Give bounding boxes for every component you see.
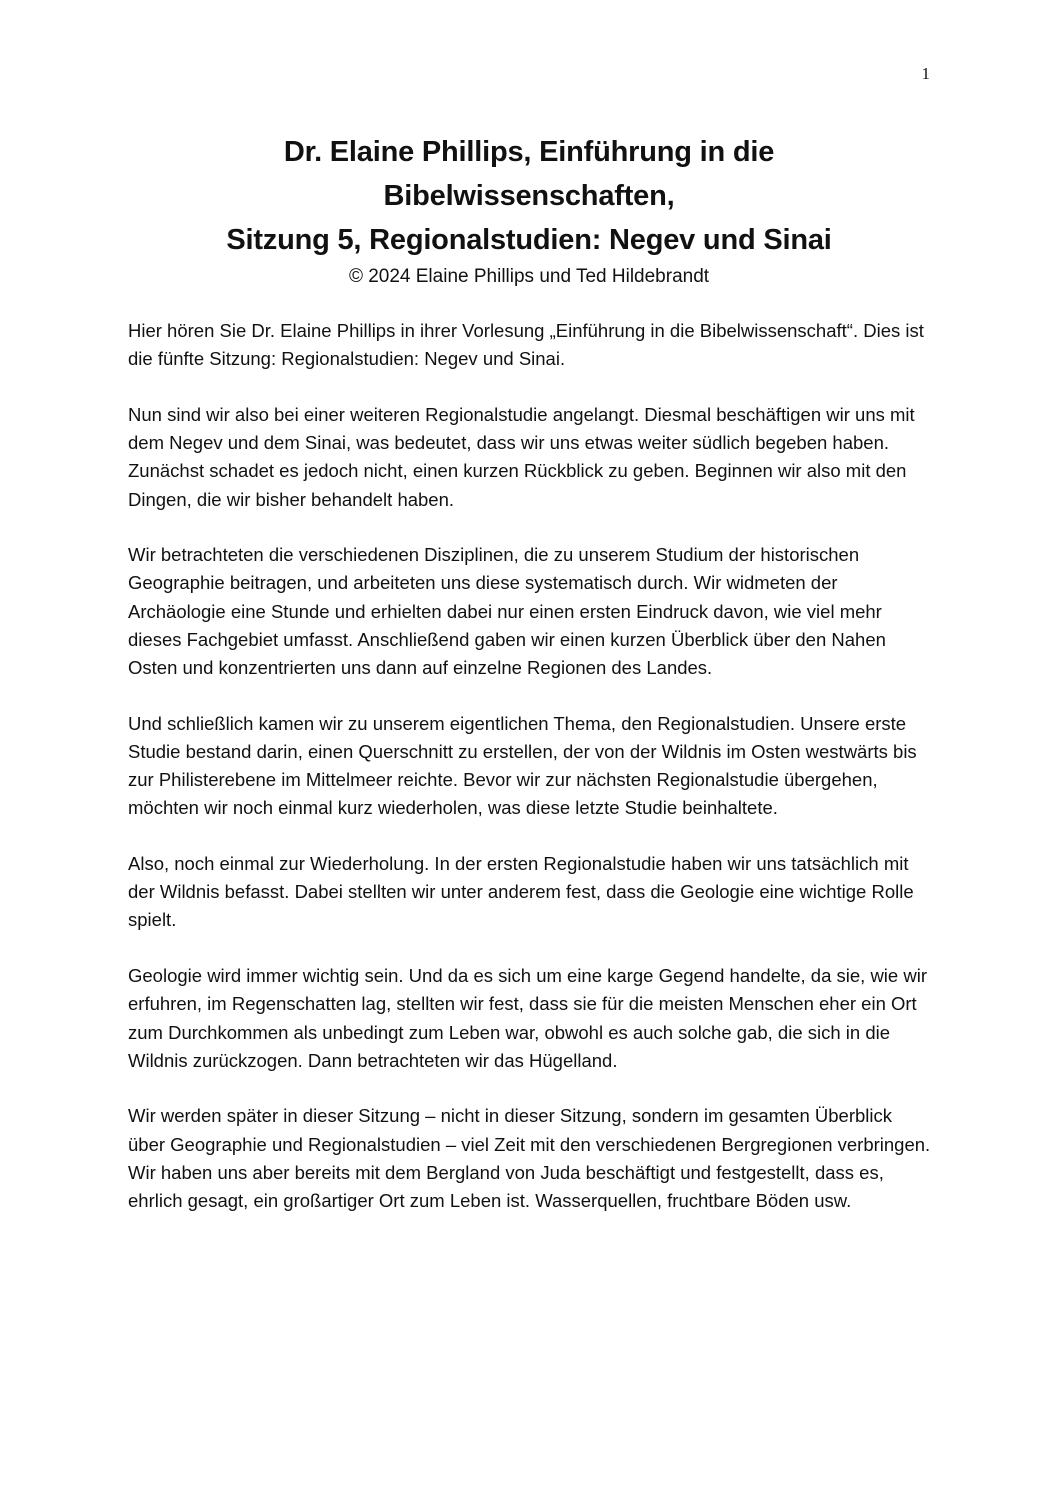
paragraph: Geologie wird immer wichtig sein. Und da es sich um eine karge Gegend handelte, da sie, wie wir erfuhren, im Regenschatten lag, stellten wir fest, dass sie für die meisten Menschen eher ein Ort zum Durchkommen als unbedingt zum Leben war, obwohl es auch solche gab, die sich in die Wildnis zurückzogen. Dann betrachteten wir das Hügelland. [128, 965, 927, 1071]
document-body [128, 317, 934, 1243]
paragraph: Wir werden später in dieser Sitzung – nicht in dieser Sitzung, sondern im gesamten Überblick über Geographie und Regionalstudien – viel Zeit mit den verschiedenen Bergregionen verbringen. Wir haben uns aber bereits mit dem Bergland von Juda beschäftigt und festgestellt, dass es, ehrlich gesagt, ein großartiger Ort zum Leben ist. Wasserquellen, fruchtbare Böden usw. [128, 1105, 931, 1212]
document-header [130, 130, 928, 290]
title-line: Dr. Elaine Phillips, Einführung in die [283, 136, 775, 168]
paragraph: Und schließlich kamen wir zu unserem eigentlichen Thema, den Regionalstudien. Unsere erste Studie bestand darin, einen Querschnitt zu erstellen, der von der Wildnis im Osten westwärts bis zur Philisterebene im Mittelmeer reichte. Bevor wir zur nächsten Regionalstudie übergehen, möchten wir noch einmal kurz wiederholen, was diese letzte Studie beinhaltete. [128, 712, 917, 819]
paragraph: Hier hören Sie Dr. Elaine Phillips in ihrer Vorlesung „Einführung in die Bibelwissenschaft“. Dies ist die fünfte Sitzung: Regionalstudien: Negev und Sinai. [128, 320, 924, 370]
paragraph: Also, noch einmal zur Wiederholung. In der ersten Regionalstudie haben wir uns tatsächlich mit der Wildnis befasst. Dabei stellten wir unter anderem fest, dass die Geologie eine wichtige Rolle spielt. [128, 853, 914, 931]
title-line: Bibelwissenschaften, [383, 180, 675, 212]
title-line: Sitzung 5, Regionalstudien: Negev und Sinai [226, 224, 832, 256]
copyright-notice: © 2024 Elaine Phillips und Ted Hildebrandt [348, 266, 710, 287]
paragraph: Nun sind wir also bei einer weiteren Regionalstudie angelangt. Diesmal beschäftigen wir uns mit dem Negev und dem Sinai, was bedeutet, dass wir uns etwas weiter südlich begeben haben. Zunächst schadet es jedoch nicht, einen kurzen Rückblick zu geben. Beginnen wir also mit den Dingen, die wir bisher behandelt haben. [128, 403, 915, 510]
paragraph: Wir betrachteten die verschiedenen Disziplinen, die zu unserem Studium der historischen Geographie beitragen, und arbeiteten uns diese systematisch durch. Wir widmeten der Archäologie eine Stunde und erhielten dabei nur einen ersten Eindruck davon, wie viel mehr dieses Fachgebiet umfasst. Anschließend gaben wir einen kurzen Überblick über den Nahen Osten und konzentrierten uns dann auf einzelne Regionen des Landes. [128, 544, 886, 679]
page-number: 1 [921, 64, 930, 83]
